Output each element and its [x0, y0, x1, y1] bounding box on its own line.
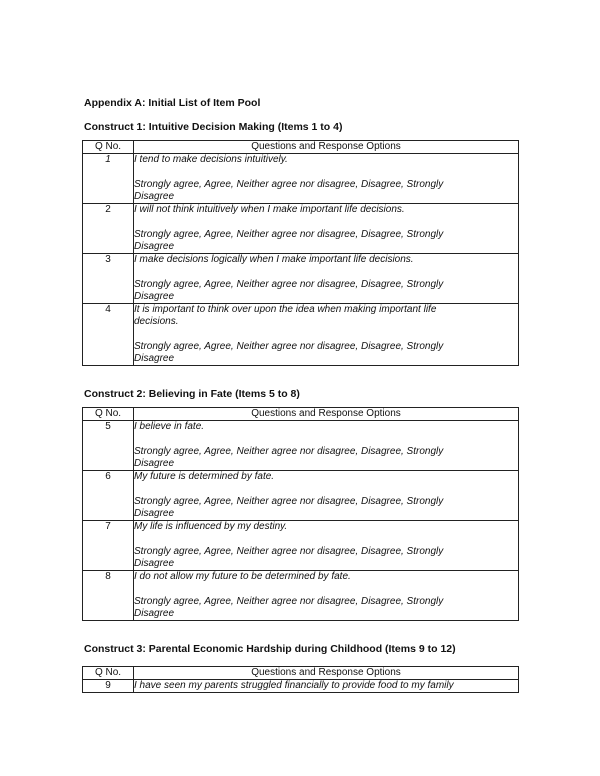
header-question: Questions and Response Options [134, 667, 519, 680]
construct-1-title: Construct 1: Intuitive Decision Making (Items 1 to 4) [84, 121, 343, 133]
header-question: Questions and Response Options [134, 141, 519, 154]
table-row [83, 154, 519, 204]
table-row [83, 571, 519, 621]
item-question: I make decisions logically when I make important life decisions. [134, 254, 414, 265]
table-row [83, 304, 519, 366]
table-row [83, 421, 519, 471]
appendix-title: Appendix A: Initial List of Item Pool [84, 97, 261, 109]
item-cell [134, 254, 519, 304]
item-number: 5 [83, 421, 134, 471]
table-row [83, 204, 519, 254]
item-cell [134, 204, 519, 254]
item-number: 9 [83, 680, 134, 693]
item-question: It is important to think over upon the idea when making important life decisions. [134, 304, 437, 327]
item-number: 2 [83, 204, 134, 254]
item-cell [134, 471, 519, 521]
item-number: 1 [83, 154, 134, 204]
item-question: My life is influenced by my destiny. [134, 521, 288, 532]
construct-2-table [82, 407, 519, 621]
header-number: Q No. [83, 408, 134, 421]
item-cell [134, 571, 519, 621]
construct-1-table [82, 140, 519, 366]
item-question: I do not allow my future to be determined by fate. [134, 571, 351, 582]
header-number: Q No. [83, 141, 134, 154]
item-number: 4 [83, 304, 134, 366]
construct-3-title: Construct 3: Parental Economic Hardship during Childhood (Items 9 to 12) [84, 643, 456, 655]
item-cell [134, 304, 519, 366]
item-cell [134, 521, 519, 571]
item-cell [134, 154, 519, 204]
item-cell [134, 421, 519, 471]
response-options: Strongly agree, Agree, Neither agree nor disagree, Disagree, Strongly Disagree [134, 229, 444, 252]
table-header-row [83, 408, 519, 421]
response-options: Strongly agree, Agree, Neither agree nor disagree, Disagree, Strongly Disagree [134, 279, 444, 302]
item-question: My future is determined by fate. [134, 471, 275, 482]
item-number: 8 [83, 571, 134, 621]
construct-2-title: Construct 2: Believing in Fate (Items 5 to 8) [84, 388, 300, 400]
item-question: I tend to make decisions intuitively. [134, 154, 288, 165]
item-question: I believe in fate. [134, 421, 205, 432]
response-options: Strongly agree, Agree, Neither agree nor disagree, Disagree, Strongly Disagree [134, 596, 444, 619]
item-number: 3 [83, 254, 134, 304]
table-row [83, 471, 519, 521]
table-row [83, 521, 519, 571]
response-options: Strongly agree, Agree, Neither agree nor disagree, Disagree, Strongly Disagree [134, 496, 444, 519]
item-number: 7 [83, 521, 134, 571]
table-row [83, 254, 519, 304]
item-number: 6 [83, 471, 134, 521]
table-header-row [83, 141, 519, 154]
item-question: I have seen my parents struggled financially to provide food to my family [134, 680, 454, 691]
header-number: Q No. [83, 667, 134, 680]
response-options: Strongly agree, Agree, Neither agree nor disagree, Disagree, Strongly Disagree [134, 341, 444, 364]
table-row [83, 680, 519, 693]
response-options: Strongly agree, Agree, Neither agree nor disagree, Disagree, Strongly Disagree [134, 179, 444, 202]
construct-3-table [82, 666, 519, 693]
response-options: Strongly agree, Agree, Neither agree nor disagree, Disagree, Strongly Disagree [134, 446, 444, 469]
header-question: Questions and Response Options [134, 408, 519, 421]
item-question: I will not think intuitively when I make important life decisions. [134, 204, 405, 215]
item-cell [134, 680, 519, 693]
table-header-row [83, 667, 519, 680]
response-options: Strongly agree, Agree, Neither agree nor disagree, Disagree, Strongly Disagree [134, 546, 444, 569]
